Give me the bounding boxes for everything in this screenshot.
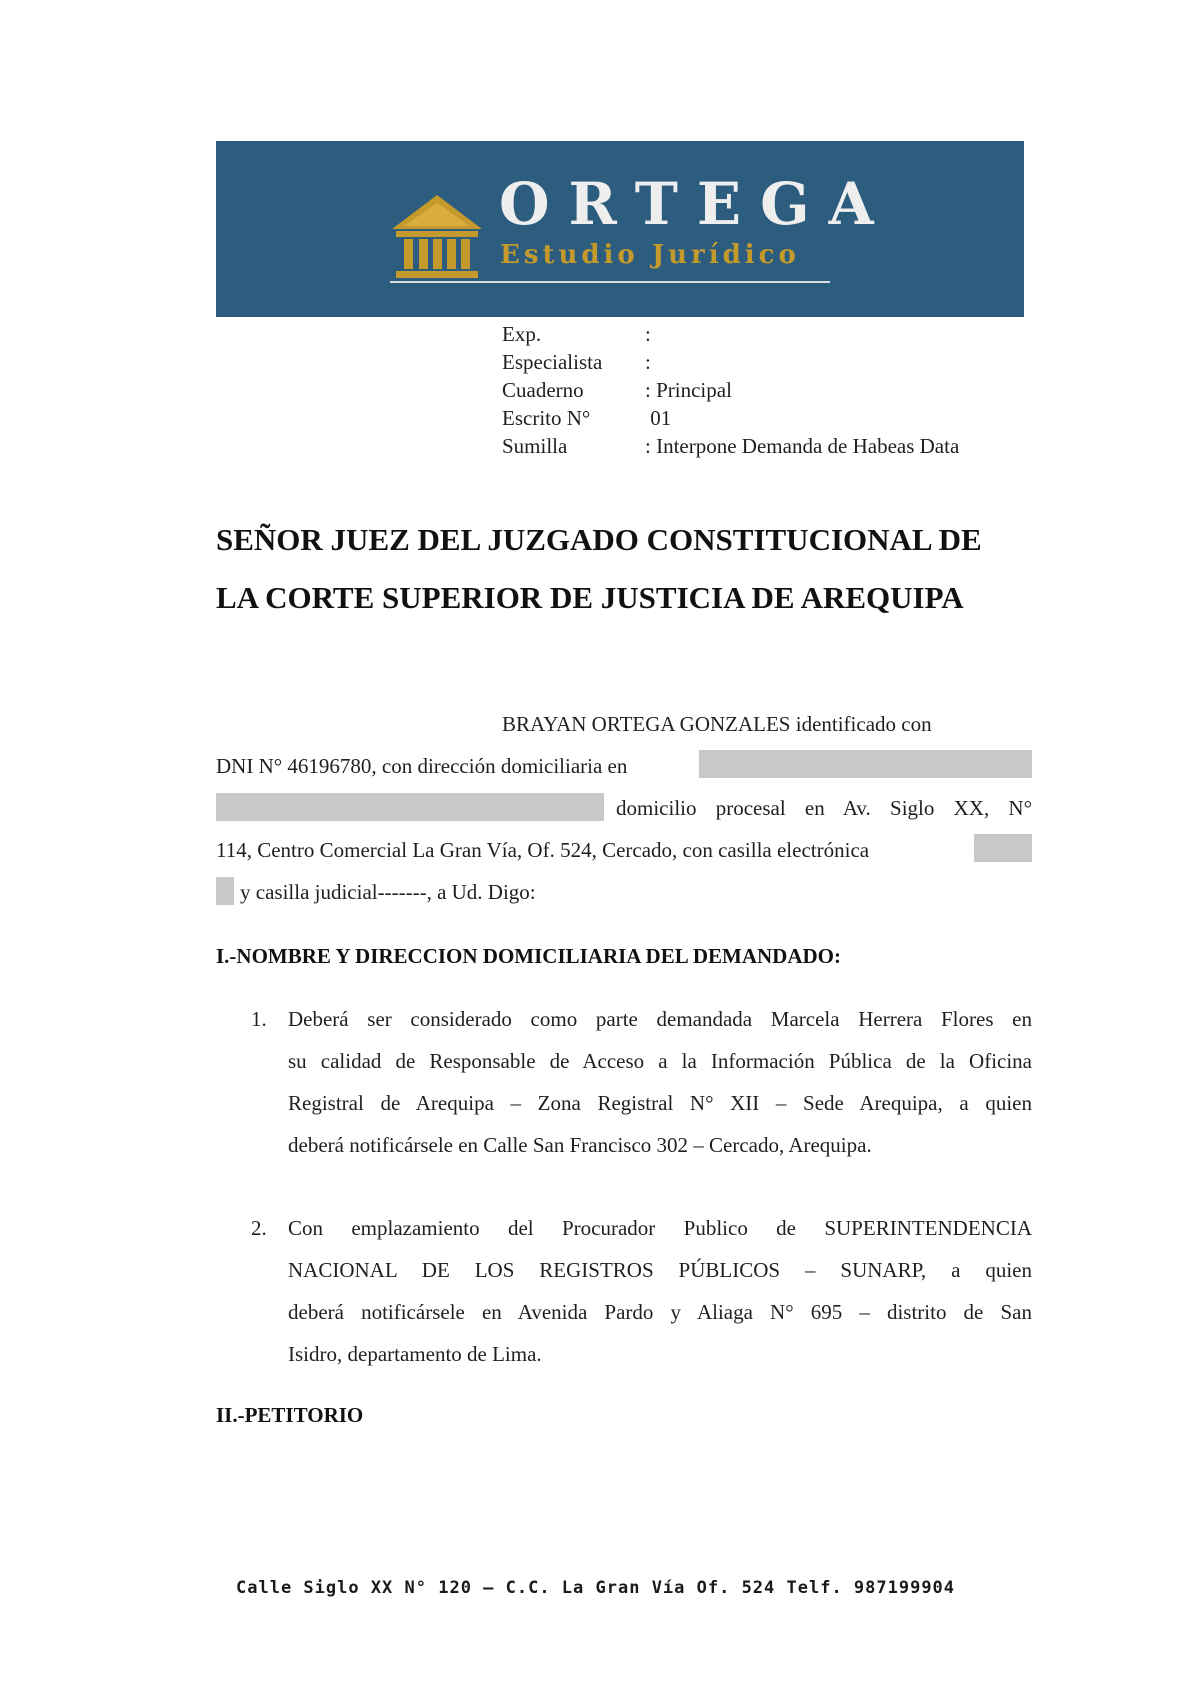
list-item-line: Registral de Arequipa – Zona Registral N° XII – Sede Arequipa, a quien — [288, 1091, 1032, 1115]
intro-line-2: DNI N° 46196780, con dirección domiciliaria en — [216, 754, 628, 778]
meta-value: : Interpone Demanda de Habeas Data — [645, 434, 960, 458]
redacted-block — [974, 834, 1032, 862]
list-number: 1. — [251, 1007, 267, 1031]
brand-divider — [390, 281, 830, 283]
meta-label: Cuaderno — [502, 378, 584, 402]
list-item-line: Deberá ser considerado como parte demandada Marcela Herrera Flores en — [288, 1007, 1032, 1031]
list-item-line: su calidad de Responsable de Acceso a la Información Pública de la Oficina — [288, 1049, 1032, 1073]
intro-line-3: domicilio procesal en Av. Siglo XX, N° — [616, 796, 1032, 820]
meta-value: : — [645, 350, 651, 374]
meta-value: 01 — [645, 406, 672, 430]
intro-line-4: 114, Centro Comercial La Gran Vía, Of. 524, Cercado, con casilla electrónica — [216, 838, 870, 862]
addressee-heading-line-1: SEÑOR JUEZ DEL JUZGADO CONSTITUCIONAL DE — [216, 522, 982, 557]
meta-label: Escrito N° — [502, 406, 591, 430]
redacted-block — [216, 793, 604, 821]
list-item-line: deberá notificársele en Calle San Francisco 302 – Cercado, Arequipa. — [288, 1133, 872, 1157]
letterhead-banner — [216, 141, 1024, 317]
list-number: 2. — [251, 1216, 267, 1240]
section-title-petitorio: II.-PETITORIO — [216, 1403, 364, 1427]
intro-line-1: BRAYAN ORTEGA GONZALES identificado con — [502, 712, 932, 736]
footer-contact: Calle Siglo XX N° 120 – C.C. La Gran Vía Of. 524 Telf. 987199904 — [236, 1578, 956, 1598]
list-item-line: Con emplazamiento del Procurador Publico de SUPERINTENDENCIA — [288, 1216, 1032, 1240]
addressee-heading-line-2: LA CORTE SUPERIOR DE JUSTICIA DE AREQUIPA — [216, 580, 964, 615]
meta-value: : — [645, 322, 651, 346]
list-item-line: deberá notificársele en Avenida Pardo y Aliaga N° 695 – distrito de San — [288, 1300, 1032, 1324]
brand-subtitle: Estudio Jurídico — [500, 240, 800, 270]
section-title-demandado: I.-NOMBRE Y DIRECCION DOMICILIARIA DEL DEMANDADO: — [216, 944, 841, 968]
list-item-line: NACIONAL DE LOS REGISTROS PÚBLICOS – SUNARP, a quien — [288, 1258, 1032, 1282]
redacted-block — [216, 877, 234, 905]
classical-temple-icon — [390, 189, 484, 281]
meta-label: Exp. — [502, 322, 542, 346]
intro-line-5: y casilla judicial-------, a Ud. Digo: — [240, 880, 536, 904]
redacted-block — [699, 750, 1032, 778]
meta-label: Sumilla — [502, 434, 568, 458]
meta-label: Especialista — [502, 350, 603, 374]
brand-name: ORTEGA — [499, 170, 893, 238]
meta-value: : Principal — [645, 378, 732, 402]
list-item-line: Isidro, departamento de Lima. — [288, 1342, 542, 1366]
